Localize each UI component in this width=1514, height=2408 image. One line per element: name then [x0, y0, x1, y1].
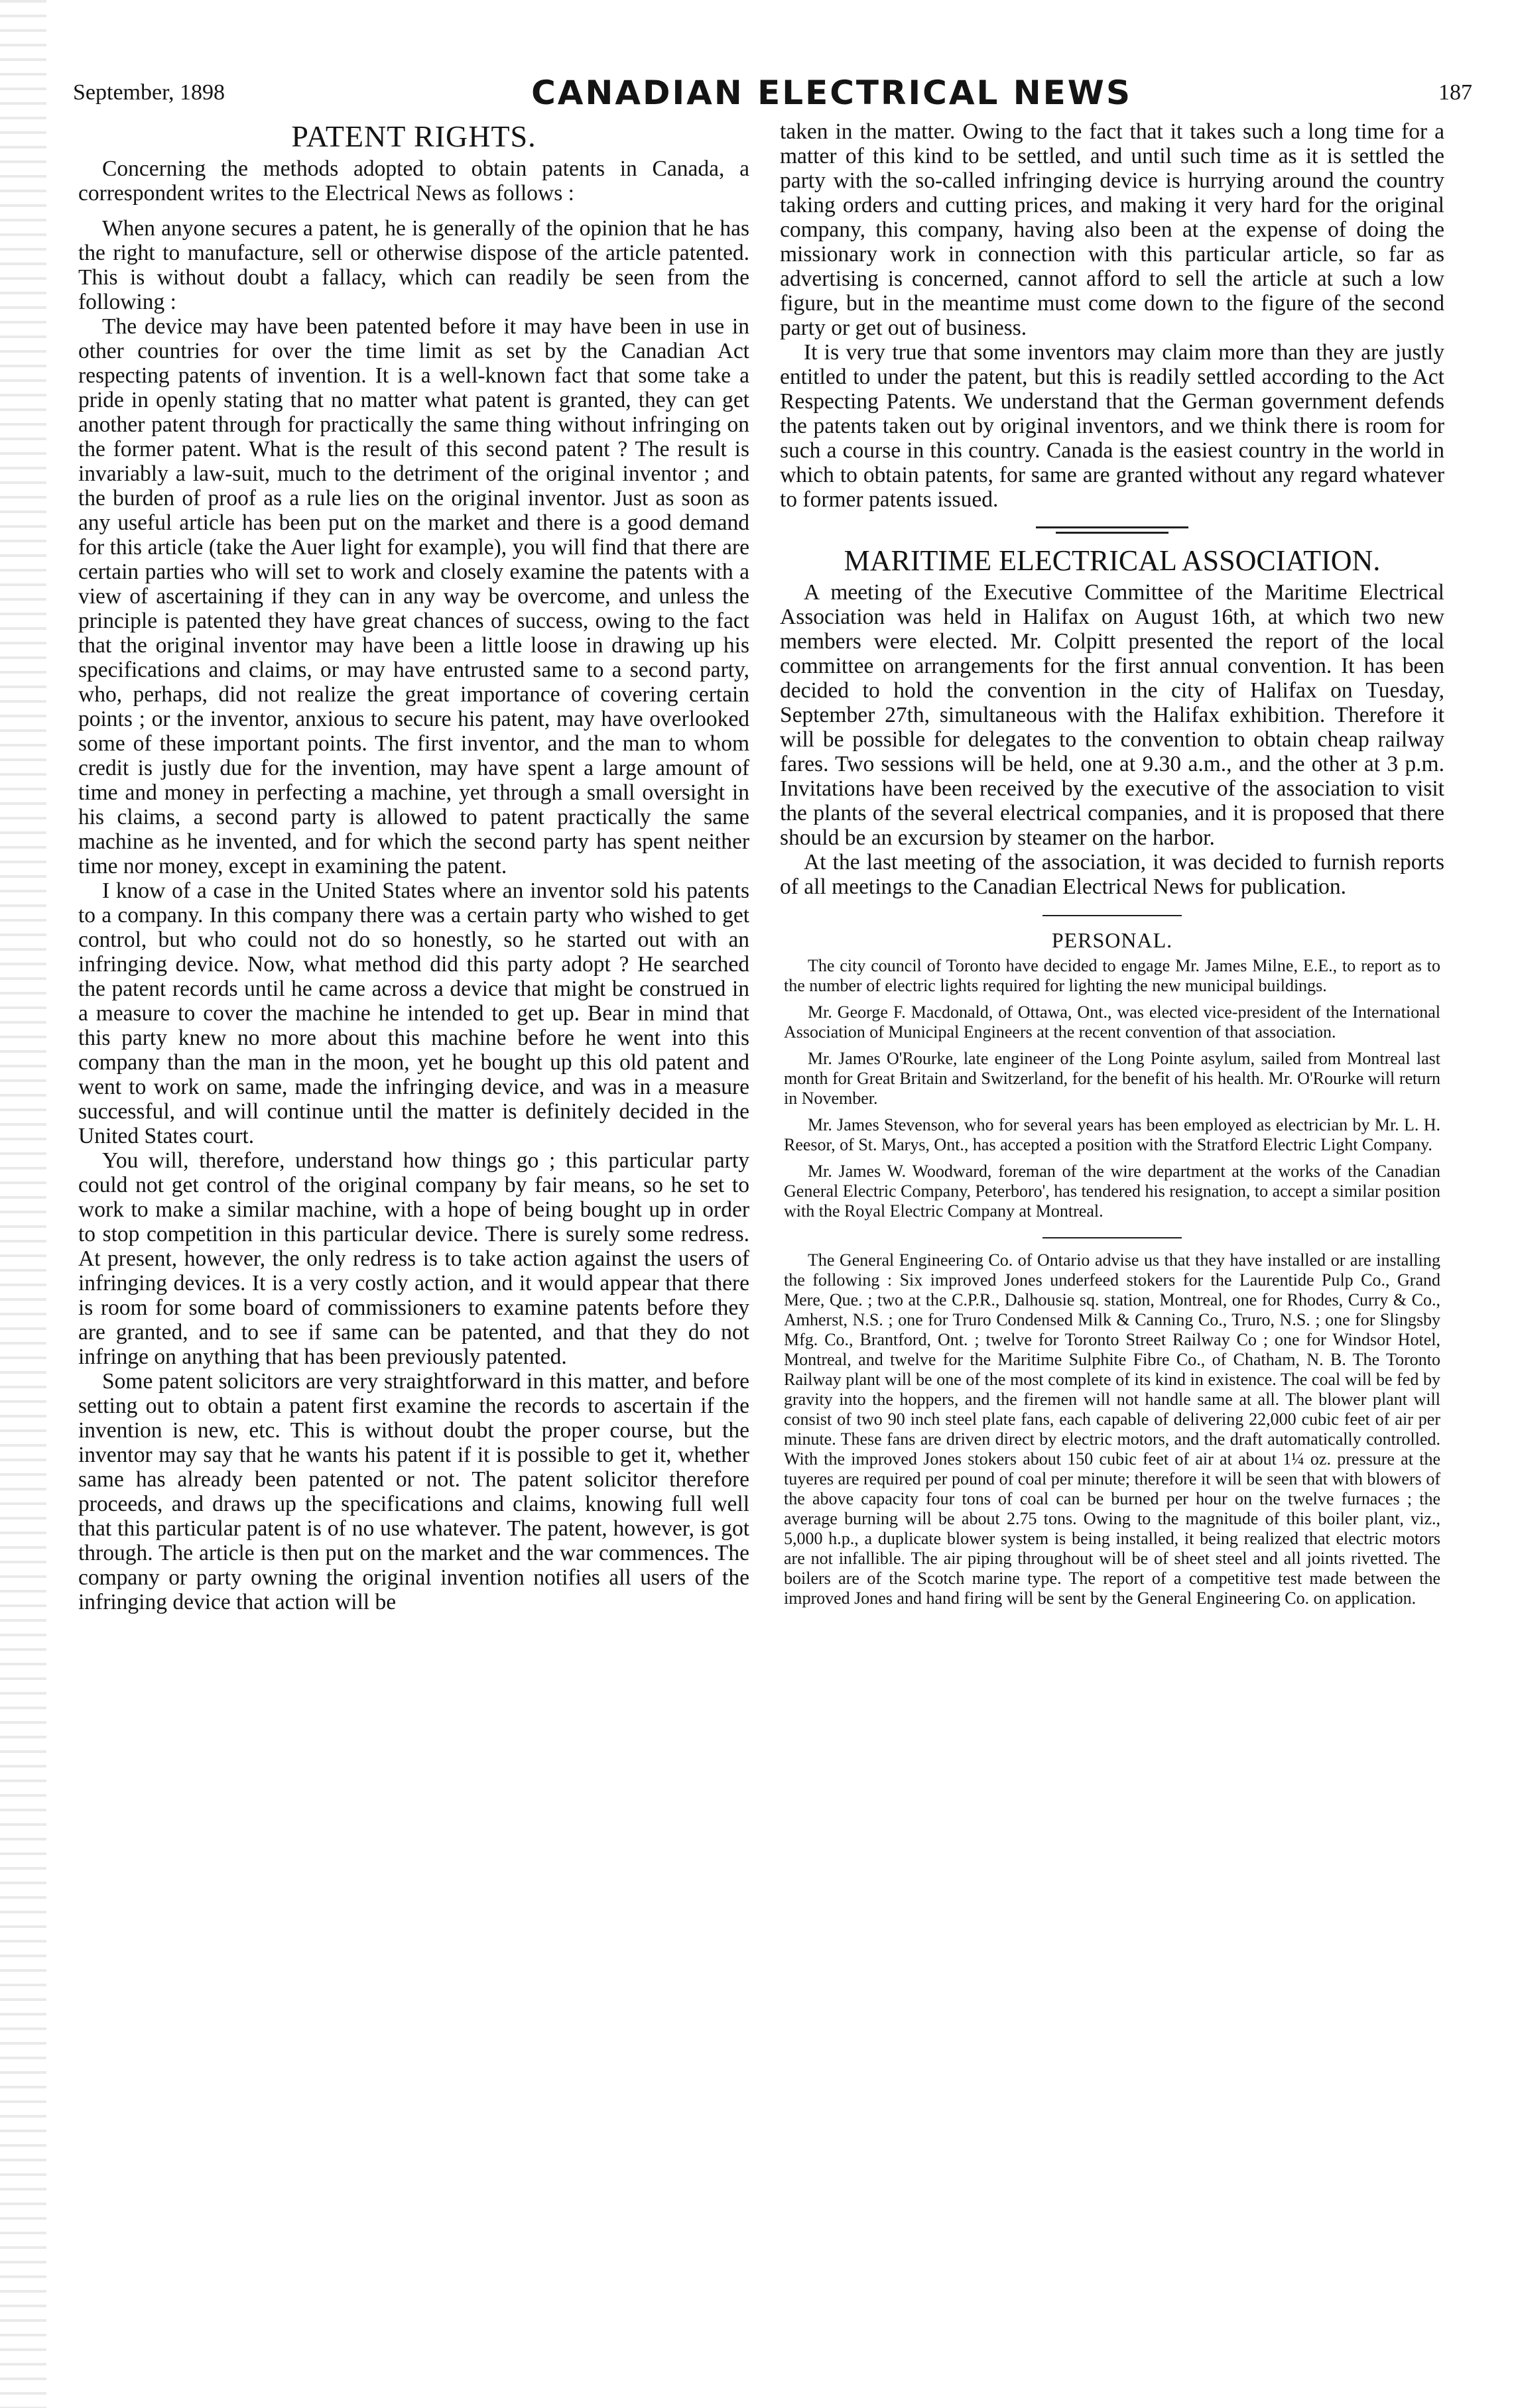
page-number: 187	[1438, 80, 1472, 105]
general-engineering-note	[780, 1250, 1444, 1608]
article-paragraph: When anyone secures a patent, he is generally of the opinion that he has the right to manufacture, sell or otherwise dispose of the article patented. This is without doubt a fallacy, which can readily be seen from the following :	[78, 216, 749, 314]
article-paragraph-continued: taken in the matter. Owing to the fact that it takes such a long time for a matter of this kind to be settled, and until such time as it is settled the party with the so-called infringing device is hurrying around the country taking orders and cutting prices, and making it very hard for the original company, this company, having also been at the expense of doing the missionary work in connection with this particular article, so far as advertising is concerned, cannot afford to sell the article at such a low figure, but in the meantime must come down to the figure of the second party or get out of business.	[780, 119, 1444, 340]
running-header	[73, 66, 1472, 119]
maritime-paragraph: A meeting of the Executive Committee of the Maritime Electrical Association was held in Halifax on August 16th, at which two new members were elected. Mr. Colpitt presented the report of the local committee on arrangements for the first annual convention. It has been decided to hold the convention in the city of Halifax on Tuesday, September 27th, simultaneous with the Halifax exhibition. Therefore it will be possible for delegates to the convention to obtain cheap railway fares. Two sessions will be held, one at 9.30 a.m., and the other at 3 p.m. Invitations have been received by the executive of the association to visit the plants of the several electrical companies, and it is proposed that there should be an excursion by steamer on the harbor.	[780, 580, 1444, 850]
patent-rights-headline: PATENT RIGHTS.	[291, 119, 536, 153]
article-paragraph: You will, therefore, understand how things go ; this particular party could not get control of the original company by fair means, so he set to work to make a similar machine, with a hope of being bought up in order to stop competition in this particular device. There is surely some redress. At present, however, the only redress is to take action against the users of infringing devices. It is a very costly action, and it would appear that there is room for some board of commissioners to examine patents before they are granted, and to see if same can be patented, and that they do not infringe on anything that has been previously patented.	[78, 1148, 749, 1369]
scanned-page-edge	[0, 0, 46, 2408]
patent-rights-letter	[78, 216, 749, 1614]
patent-rights-intro: Concerning the methods adopted to obtain patents in Canada, a correspondent writes to the Electrical News as follows :	[78, 156, 749, 206]
section-divider	[1042, 1237, 1182, 1238]
article-paragraph: It is very true that some inventors may claim more than they are justly entitled to under the patent, but this is readily settled according to the Act Respecting Patents. We understand that the German government defends the patents taken out by original inventors, and we think there is room for such a course in this country. Canada is the easiest country in the world in which to obtain patents, for same are granted without any regard whatever to former patents issued.	[780, 340, 1444, 512]
personal-item: Mr. James O'Rourke, late engineer of the Long Pointe asylum, sailed from Montreal last month for Great Britain and Switzerland, for the benefit of his health. Mr. O'Rourke will return in November.	[784, 1049, 1440, 1108]
right-column	[780, 119, 1444, 2374]
engineering-paragraph: The General Engineering Co. of Ontario advise us that they have installed or are installing the following : Six improved Jones underfeed stokers for the Laurentide Pulp Co., Grand Mere, Que. ; two at the C.P.R., Dalhousie sq. station, Montreal, one for Rhodes, Curry & Co., Amherst, N.S. ; one for Truro Condensed Milk & Canning Co., Truro, N.S. ; one for Slingsby Mfg. Co., Brantford, Ont. ; twelve for Toronto Street Railway Co ; one for Windsor Hotel, Montreal, and twelve for the Maritime Sulphite Fibre Co., of Chatham, N. B. The Toronto Railway plant will be one of the most complete of its kind in existence. The coal will be fed by gravity into the hoppers, and the firemen will not handle same at all. The blower plant will consist of two 90 inch steel plate fans, each capable of delivering 22,000 cubic feet of air per minute. These fans are driven direct by electric motors, and the draft automatically controlled. With the improved Jones stokers about 150 cubic feet of air at about 1¼ oz. pressure at the tuyeres are required per pound of coal per minute; therefore it will be seen that with blowers of the above capacity four tons of coal can be burned per hour on the twelve furnaces ; the average burning will be about 2.75 tons. Owing to the magnitude of this boiler plant, viz., 5,000 h.p., a duplicate blower system is being installed, it being realized that electric motors are not infallible. The air piping throughout will be of sheet steel and all joints rivetted. The boilers are of the Scotch marine type. The report of a competitive test made between the improved Jones and hand firing will be sent by the General Engineering Co. on application.	[784, 1250, 1440, 1608]
left-column	[78, 119, 749, 2374]
newspaper-title: CANADIAN ELECTRICAL NEWS	[531, 74, 1132, 112]
issue-date: September, 1898	[73, 80, 225, 105]
personal-notes	[780, 956, 1444, 1221]
personal-item: The city council of Toronto have decided to engage Mr. James Milne, E.E., to report as to the number of electric lights required for lighting the new municipal buildings.	[784, 956, 1440, 995]
personal-item: Mr. James Stevenson, who for several years has been employed as electrician by Mr. L. H. Reesor, of St. Marys, Ont., has accepted a position with the Stratford Electric Light Company.	[784, 1115, 1440, 1154]
maritime-headline: MARITIME ELECTRICAL ASSOCIATION.	[844, 544, 1381, 577]
section-divider	[1036, 526, 1188, 534]
article-paragraph: I know of a case in the United States where an inventor sold his patents to a company. In this company there was a certain party who wished to get control, but who could not do so honestly, so he started out with an infringing device. Now, what method did this party adopt ? He searched the patent records until he came across a device that might be construed in a measure to cover the machine he intended to get up. Bear in mind that this party knew no more about this machine before he went into this company than the man in the moon, yet he bought up this old patent and went to work on same, made the infringing device, and was in a measure successful, and will continue until the matter is definitely decided in the United States court.	[78, 878, 749, 1148]
personal-headline: PERSONAL.	[1051, 928, 1173, 952]
personal-item: Mr. George F. Macdonald, of Ottawa, Ont., was elected vice-president of the International Association of Municipal Engineers at the recent convention of that association.	[784, 1002, 1440, 1042]
article-paragraph: Some patent solicitors are very straightforward in this matter, and before setting out to obtain a patent first examine the records to ascertain if the invention is new, etc. This is without doubt the proper course, but the inventor may say that he wants his patent if it is possible to get it, whether same has already been patented or not. The patent solicitor therefore proceeds, and draws up the specifications and claims, knowing full well that this particular patent is of no use whatever. The patent, however, is got through. The article is then put on the market and the war commences. The company or party owning the original invention notifies all users of the infringing device that action will be	[78, 1369, 749, 1614]
personal-item: Mr. James W. Woodward, foreman of the wire department at the works of the Canadian General Electric Company, Peterboro', has tendered his resignation, to accept a similar position with the Royal Electric Company at Montreal.	[784, 1162, 1440, 1221]
maritime-paragraph: At the last meeting of the association, it was decided to furnish reports of all meetings to the Canadian Electrical News for publication.	[780, 850, 1444, 899]
section-divider	[1042, 915, 1182, 916]
article-paragraph: The device may have been patented before it may have been in use in other countries for over the time limit as set by the Canadian Act respecting patents of invention. It is a well-known fact that some take a pride in openly stating that no matter what patent is granted, they can get another patent through for practically the same thing without infringing on the former patent. What is the result of this second patent ? The result is invariably a law-suit, much to the detriment of the original inventor ; and the burden of proof as a rule lies on the original inventor. Just as soon as any useful article has been put on the market and there is a good demand for this article (take the Auer light for example), you will find that there are certain parties who will set to work and closely examine the patents with a view of ascertaining if they can in any way be overcome, and unless the principle is patented they have great chances of success, owing to the fact that the original inventor may have been a little loose in drawing up his specifications and claims, or may have entrusted same to a second party, who, perhaps, did not realize the great importance of covering certain points ; or the inventor, anxious to secure his patent, may have overlooked some of these important points. The first inventor, and the man to whom credit is justly due for the invention, may have spent a large amount of time and money in perfecting a machine, yet through a small oversight in his claims, a second party is allowed to patent practically the same machine as he invented, and for which the second party has spent neither time nor money, except in examining the patent.	[78, 314, 749, 878]
